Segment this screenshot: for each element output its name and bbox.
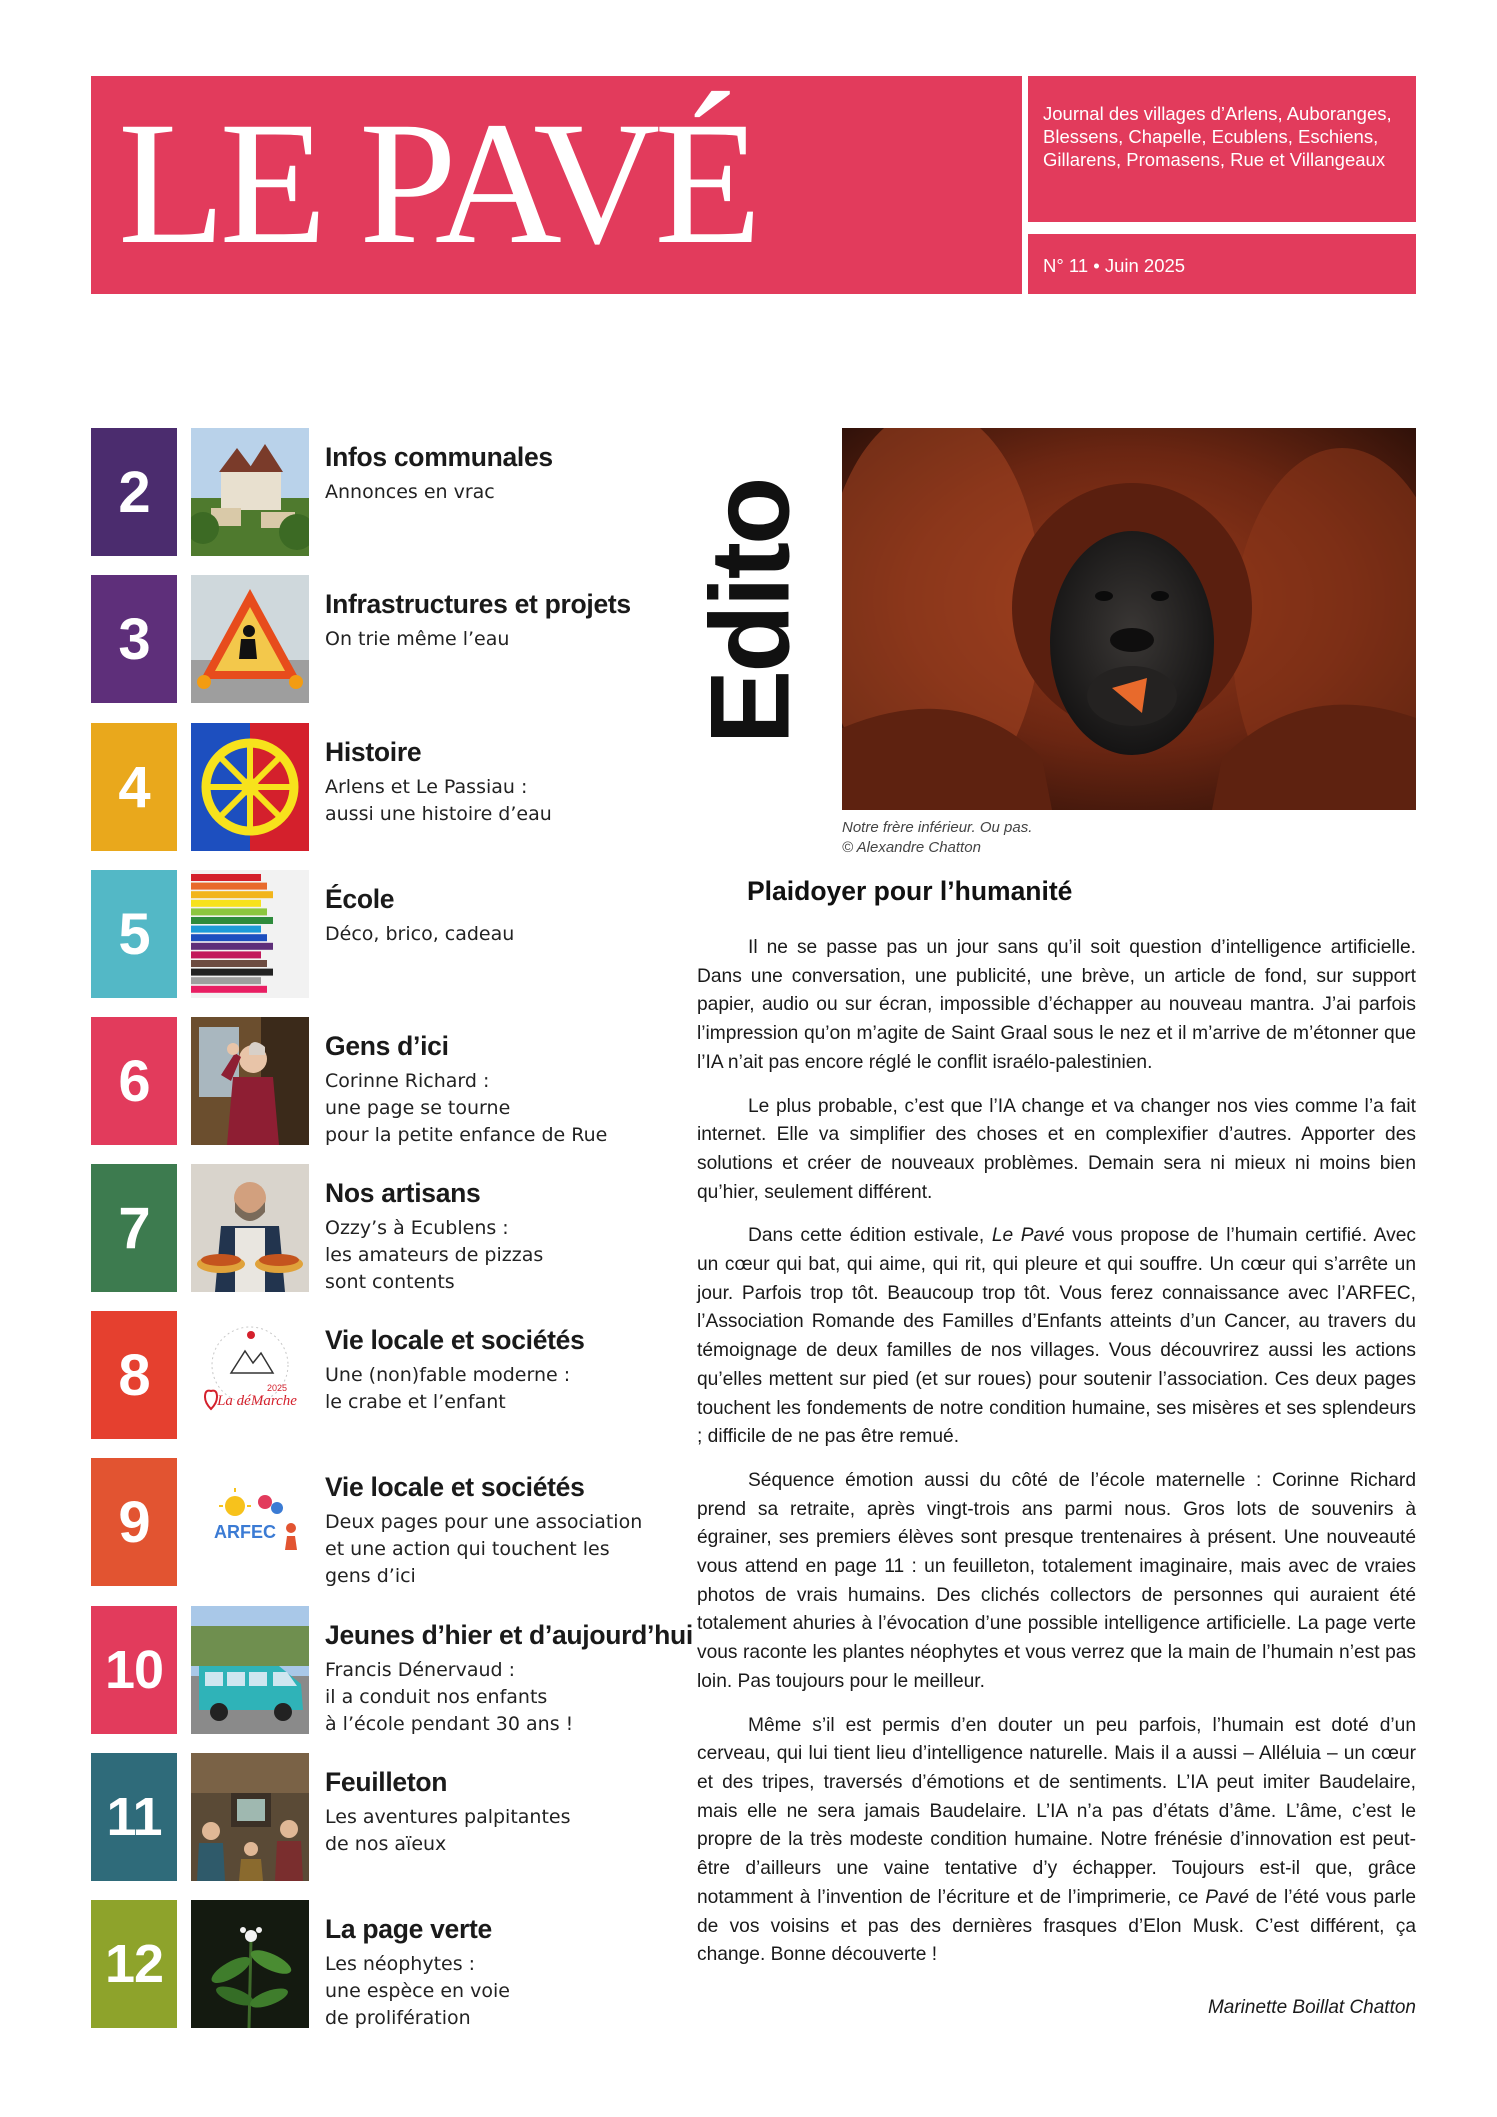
pizza-chef-photo xyxy=(191,1164,309,1292)
toc-title: Vie locale et sociétés xyxy=(325,1472,585,1502)
toc-subtitle: Deux pages pour une association et une action qui touchent les gens d’ici xyxy=(325,1511,643,1587)
edito-label: Edito xyxy=(687,479,813,745)
toc-subtitle: Les aventures palpitantes de nos aïeux xyxy=(325,1806,571,1855)
edito-article xyxy=(697,934,1416,1985)
photo-caption-line-1: Notre frère inférieur. Ou pas. xyxy=(842,819,1033,836)
toc-page-number: 5 xyxy=(91,870,177,998)
article-paragraph: Il ne se passe pas un jour sans qu’il soit question d’intelligence artificielle. Dans une conversation, une publicité, une brève, un article de fond, sur support papier, audio ou sur écran, impossible d’échapper au nouveau mantra. J’ai parfois l’impression qu’on m’agite de Saint Graal sous le nez et il m’arrive de m’étonner que l’IA n’ait pas encore réglé le conflit israélo-palestinien. xyxy=(697,937,1416,1073)
masthead-description xyxy=(1028,76,1416,222)
edito-vertical-label xyxy=(687,432,813,792)
toc-title: Histoire xyxy=(325,737,422,767)
toc-title: Jeunes d’hier et d’aujourd’hui xyxy=(325,1620,693,1650)
logo-name-text: ARFEC xyxy=(214,1522,276,1542)
toc-title: La page verte xyxy=(325,1914,492,1944)
toc-subtitle: On trie même l’eau xyxy=(325,628,510,650)
toc-item-page-9[interactable] xyxy=(91,1458,691,1586)
toc-item-page-7[interactable] xyxy=(91,1164,691,1292)
logo-year-text: 2025 xyxy=(266,1383,288,1393)
toc-page-number: 6 xyxy=(91,1017,177,1145)
minibus-photo xyxy=(191,1606,309,1734)
photo-caption xyxy=(842,818,1032,858)
toc-page-number: 2 xyxy=(91,428,177,556)
issue-info xyxy=(1028,234,1416,294)
coat-of-arms-wheel xyxy=(191,723,309,851)
toc-subtitle: Annonces en vrac xyxy=(325,481,495,503)
toc-page-number: 11 xyxy=(91,1753,177,1881)
toc-page-number: 4 xyxy=(91,723,177,851)
toc-subtitle: Francis Dénervaud : il a conduit nos enfants à l’école pendant 30 ans ! xyxy=(325,1659,574,1735)
toc-title: Gens d’ici xyxy=(325,1031,449,1061)
vintage-family-tv-illustration xyxy=(191,1753,309,1881)
toc-subtitle: Ozzy’s à Ecublens : les amateurs de pizzas sont contents xyxy=(325,1217,544,1293)
toc-item-page-4[interactable] xyxy=(91,723,691,851)
article-paragraph: Dans cette édition estivale, Le Pavé vous propose de l’humain certifié. Avec un cœur qui bat, qui aime, qui rit, qui pleure et qui souffre. Un cœur qui s’arrête un jour. Parfois trop tôt. Beaucoup trop tôt. Vous ferez connaissance avec l’ARFEC, l’Association Romande des Familles d’Enfants atteints d’un Cancer, au travers du témoignage de deux familles de nos villages. Vous découvrirez aussi les actions qu’elles mettent sur pied (et sur roues) pour soutenir l’association. Ces deux pages touchent les fondements de notre condition humaine, ses misères et ses splendeurs ; difficile de ne pas être remué. xyxy=(697,1225,1416,1448)
masthead-banner xyxy=(91,76,1022,294)
toc-subtitle: Une (non)fable moderne : le crabe et l’enfant xyxy=(325,1364,571,1413)
toc-page-number: 10 xyxy=(91,1606,177,1734)
toc-item-page-11[interactable] xyxy=(91,1753,691,1881)
teacher-portrait-photo xyxy=(191,1017,309,1145)
issue-number: N° 11 • Juin 2025 xyxy=(1043,255,1186,276)
article-paragraph: Le plus probable, c’est que l’IA change et va changer nos vies comme l’a fait internet. Elle va simplifier des choses et en complexifier d’autres. Apporter des solutions et créer de nouveaux problèmes. Demain sera ni mieux ni moins bien qu’hier, seulement différent. xyxy=(697,1095,1416,1203)
photo-credit: © Alexandre Chatton xyxy=(842,839,981,856)
toc-item-page-3[interactable] xyxy=(91,575,691,703)
toc-subtitle: Déco, brico, cadeau xyxy=(325,923,515,945)
toc-page-number: 8 xyxy=(91,1311,177,1439)
orangutan-photo xyxy=(842,428,1416,810)
toc-item-page-10[interactable] xyxy=(91,1606,691,1734)
toc-title: École xyxy=(325,884,395,914)
roadwork-sign-photo xyxy=(191,575,309,703)
toc-item-page-8[interactable] xyxy=(91,1311,691,1439)
toc-item-page-5[interactable] xyxy=(91,870,691,998)
toc-subtitle: Les néophytes : une espèce en voie de prolifération xyxy=(325,1953,510,2029)
logo-name-text: La déMarche xyxy=(217,1393,297,1409)
toc-item-page-2[interactable] xyxy=(91,428,691,556)
green-plant-photo xyxy=(191,1900,309,2028)
toc-item-page-12[interactable] xyxy=(91,1900,691,2028)
castle-photo xyxy=(191,428,309,556)
toc-title: Infos communales xyxy=(325,442,553,472)
toc-title: Vie locale et sociétés xyxy=(325,1325,585,1355)
toc-page-number: 3 xyxy=(91,575,177,703)
orangutan-illustration xyxy=(842,428,1416,810)
masthead-description-text: Journal des villages d’Arlens, Auboranges, Blessens, Chapelle, Ecublens, Eschiens, Gillarens, Promasens, Rue et Villangeaux xyxy=(1043,103,1392,170)
toc-subtitle: Corinne Richard : une page se tourne pour la petite enfance de Rue xyxy=(325,1070,608,1146)
newspaper-title: LE PAVÉ xyxy=(118,86,756,281)
edito-headline: Plaidoyer pour l’humanité xyxy=(747,876,1073,906)
toc-page-number: 12 xyxy=(91,1900,177,2028)
toc-title: Infrastructures et projets xyxy=(325,589,631,619)
article-paragraph: Même s’il est permis d’en douter un peu parfois, l’humain est doté d’un cerveau, qui lui tient lieu d’intelligence naturelle. Mais il a aussi – Alléluia – un cœur et des tripes, traversés d’émotions et de sentiments. L’IA peut imiter Baudelaire, mais elle ne sera jamais Baudelaire. L’IA n’a pas d’états d’âme. L’âme, c’est le propre de la très modeste condition humaine. Notre frénésie d’innovation est peut-être d’ailleurs une vaine tentative d’y échapper. Toujours est-il que, grâce notamment à l’invention de l’écriture et de l’imprimerie, ce Pavé de l’été vous parle de vos voisins et pas des dernières frasques d’Elon Musk. C’est différent, ça change. Bonne découverte ! xyxy=(697,1714,1417,1966)
article-paragraph: Séquence émotion aussi du côté de l’école maternelle : Corinne Richard prend sa retraite, après vingt-trois ans parmi nous. Gros lots de souvenirs à égrainer, ses premiers élèves sont presque trentenaires à présent. Une nouveauté vous attend en page 11 : un feuilleton, totalement imaginaire, mais avec de vraies photos de vrais humains. Des clichés collectors de personnes qui auraient été totalement ahuries à l’évocation d’une possible intelligence artificielle. La page verte vous raconte les plantes néophytes et vous verrez que la main de l’humain n’est pas loin. Pas toujours pour le meilleur. xyxy=(697,1469,1416,1692)
toc-page-number: 7 xyxy=(91,1164,177,1292)
la-demarche-logo xyxy=(191,1311,309,1439)
colored-pencils-photo xyxy=(191,870,309,998)
arfec-logo xyxy=(191,1458,309,1586)
author-signature: Marinette Boillat Chatton xyxy=(1207,1997,1416,2018)
toc-title: Nos artisans xyxy=(325,1178,481,1208)
toc-item-page-6[interactable] xyxy=(91,1017,691,1145)
toc-title: Feuilleton xyxy=(325,1767,448,1797)
toc-page-number: 9 xyxy=(91,1458,177,1586)
toc-subtitle: Arlens et Le Passiau : aussi une histoire d’eau xyxy=(325,776,552,825)
